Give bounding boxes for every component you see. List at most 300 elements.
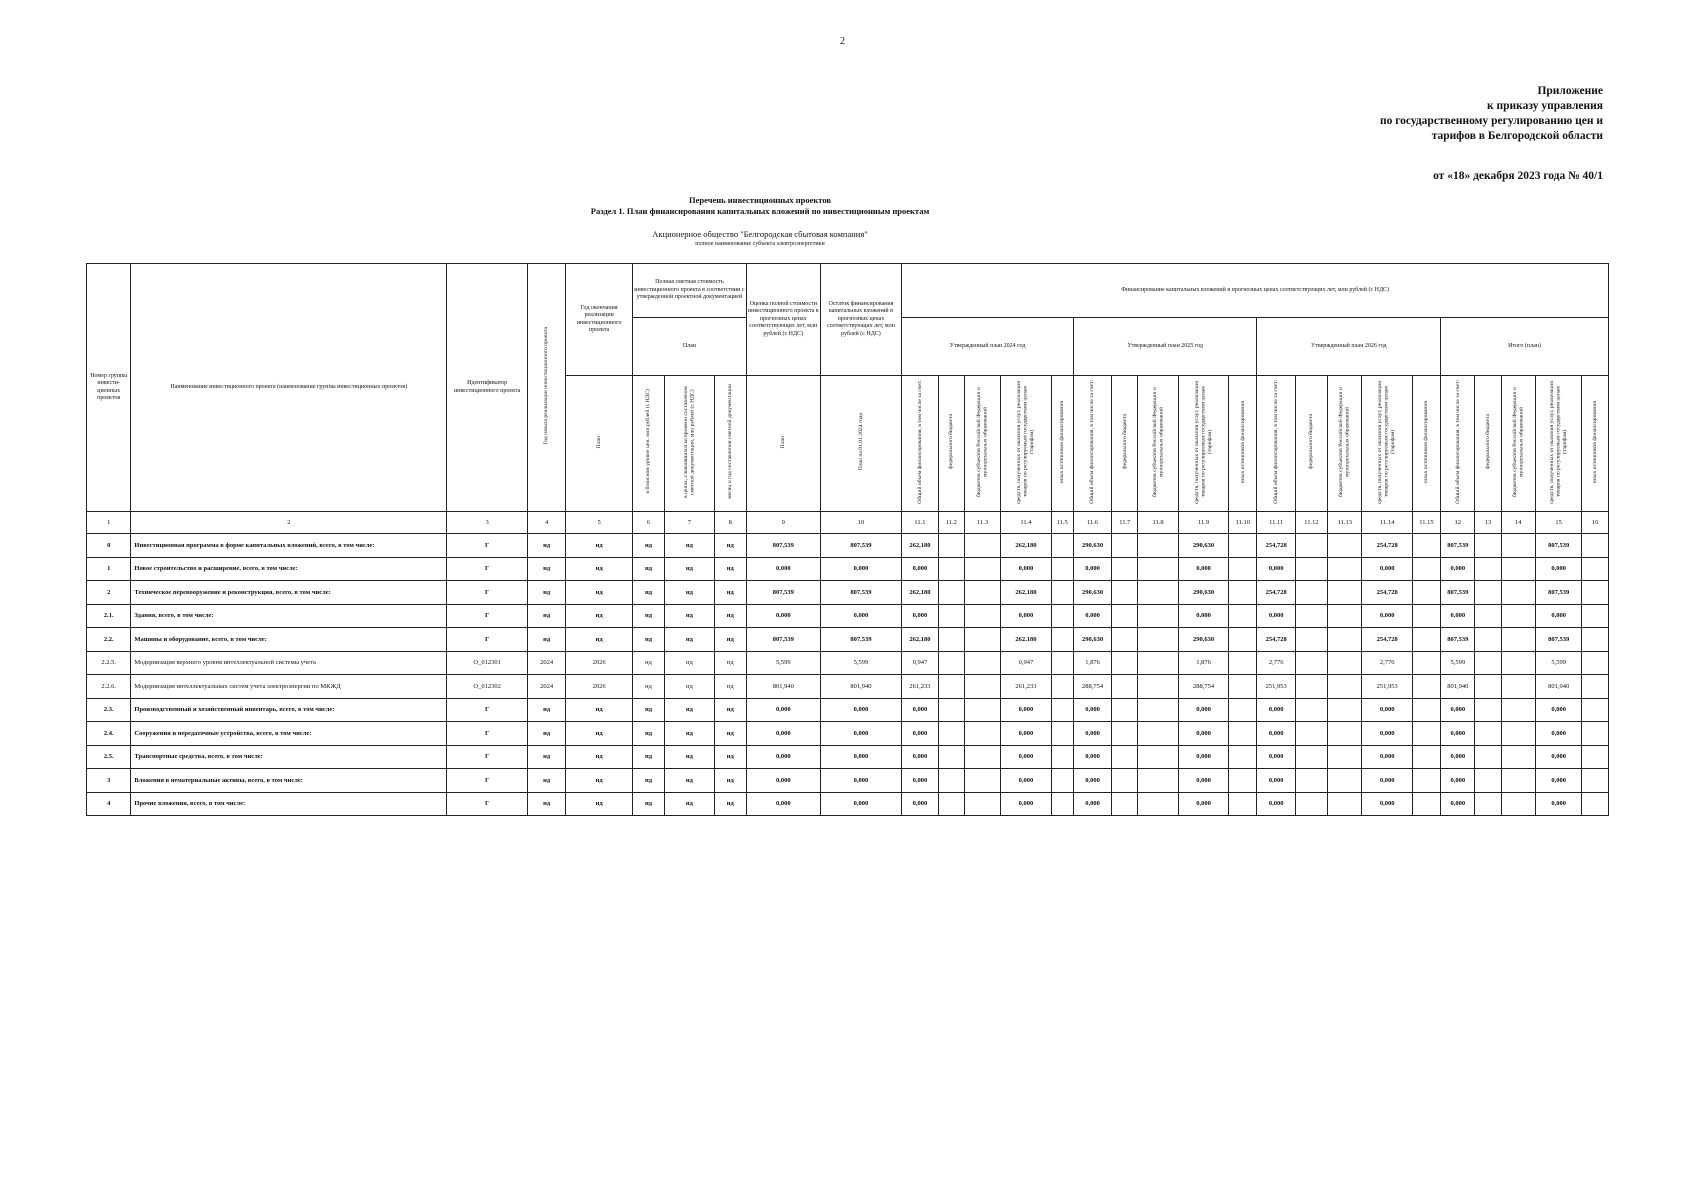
table-cell: 0,947 <box>1001 651 1051 675</box>
table-cell: 5,599 <box>1441 651 1475 675</box>
table-cell: нд <box>566 581 633 605</box>
header-estimate-plan <box>746 376 820 512</box>
header-full-cost: Полная сметная стоимость инвестиционного проекта в соответствии с утвержденной проектной документацией <box>632 264 746 318</box>
table-cell: нд <box>566 604 633 628</box>
table-row <box>87 534 1609 558</box>
table-cell <box>1229 604 1257 628</box>
table-cell <box>1475 792 1501 816</box>
table-cell: 2.2.6. <box>87 675 131 699</box>
table-cell: 0,000 <box>1362 769 1412 793</box>
table-cell <box>1412 792 1440 816</box>
column-number: 11.4 <box>1001 512 1051 534</box>
vt-cost-base: в базисном уровне цен, млн рублей (с НДС) <box>645 389 652 495</box>
table-cell: 0,000 <box>1441 745 1475 769</box>
table-row <box>87 792 1609 816</box>
table-cell: нд <box>665 698 714 722</box>
table-cell: нд <box>566 745 633 769</box>
table-cell: нд <box>714 792 746 816</box>
table-cell: нд <box>632 581 664 605</box>
table-cell: 2.1. <box>87 604 131 628</box>
header-financing: Финансирование капитальных вложений в прогнозных ценах соответствующих лет, млн рублей (с НДС) <box>902 264 1609 318</box>
table-cell: нд <box>665 581 714 605</box>
table-cell: 0,000 <box>1362 722 1412 746</box>
table-cell: нд <box>632 769 664 793</box>
table-row <box>87 745 1609 769</box>
table-cell: нд <box>665 557 714 581</box>
section-title: Раздел 1. План финансирования капитальных вложений по инвестиционным проектам <box>590 206 930 216</box>
header-financing-sub2 <box>1475 376 1501 512</box>
table-cell: нд <box>632 604 664 628</box>
table-cell <box>1229 769 1257 793</box>
table-cell <box>1582 557 1609 581</box>
table-cell: 5,599 <box>1535 651 1581 675</box>
order-date: от «18» декабря 2023 года № 40/1 <box>1433 170 1603 182</box>
column-number: 11.12 <box>1295 512 1327 534</box>
table-cell <box>1412 769 1440 793</box>
table-cell <box>1051 581 1073 605</box>
column-number: 11.13 <box>1328 512 1362 534</box>
annex-line-4: тарифов в Белгородской области <box>1431 130 1603 142</box>
table-cell <box>1295 557 1327 581</box>
table-row <box>87 675 1609 699</box>
table-cell <box>964 792 1000 816</box>
column-number: 11.6 <box>1073 512 1111 534</box>
table-cell <box>1501 792 1535 816</box>
table-cell: нд <box>527 557 565 581</box>
table-cell: 254,728 <box>1257 581 1295 605</box>
table-cell <box>1582 651 1609 675</box>
vt-sub2: федерального бюджета <box>1308 414 1315 470</box>
header-remainder-plan <box>820 376 902 512</box>
table-cell <box>964 534 1000 558</box>
header-cost-base <box>632 376 664 512</box>
table-cell: 0,000 <box>1001 604 1051 628</box>
table-cell <box>1112 675 1138 699</box>
table-cell <box>938 581 964 605</box>
column-number: 11.9 <box>1178 512 1228 534</box>
table-cell: нд <box>632 651 664 675</box>
table-cell <box>1295 604 1327 628</box>
table-cell <box>1328 722 1362 746</box>
table-cell <box>1112 792 1138 816</box>
vt-sub5: иных источников финансирования <box>1591 400 1598 483</box>
column-number: 10 <box>820 512 902 534</box>
table-cell <box>1475 651 1501 675</box>
table-cell: 0,000 <box>1257 698 1295 722</box>
table-cell <box>1295 698 1327 722</box>
table-cell <box>1112 769 1138 793</box>
table-cell <box>1475 769 1501 793</box>
table-cell: нд <box>566 792 633 816</box>
table-cell: 0,000 <box>1257 722 1295 746</box>
header-group-no: Номер группы инвести-ционных проектов <box>87 264 131 512</box>
table-cell: 0,000 <box>746 698 820 722</box>
table-cell <box>1112 557 1138 581</box>
table-cell <box>1328 675 1362 699</box>
project-name-cell: Техническое перевооружение и реконструкция, всего, в том числе: <box>131 581 447 605</box>
table-cell: 0,000 <box>1001 722 1051 746</box>
table-cell: 807,539 <box>820 581 902 605</box>
table-cell <box>1412 557 1440 581</box>
table-cell: 0,000 <box>1441 557 1475 581</box>
table-cell <box>1138 604 1178 628</box>
table-cell: 0 <box>87 534 131 558</box>
table-cell <box>1501 628 1535 652</box>
table-cell <box>1475 698 1501 722</box>
table-cell <box>938 698 964 722</box>
table-cell: нд <box>527 581 565 605</box>
table-cell <box>1582 745 1609 769</box>
table-cell <box>938 534 964 558</box>
column-number: 16 <box>1582 512 1609 534</box>
table-cell: 801,940 <box>1441 675 1475 699</box>
table-cell <box>964 604 1000 628</box>
table-cell <box>1328 651 1362 675</box>
project-name-cell: Производственный и хозяйственный инвентарь, всего, в том числе: <box>131 698 447 722</box>
table-cell <box>1051 769 1073 793</box>
table-cell: нд <box>714 722 746 746</box>
table-cell: 801,940 <box>746 675 820 699</box>
table-cell <box>1328 628 1362 652</box>
table-cell: 0,000 <box>1362 698 1412 722</box>
table-cell: нд <box>665 534 714 558</box>
column-number: 11.14 <box>1362 512 1412 534</box>
header-year-start <box>527 264 565 512</box>
vt-remainder-plan: План на 01.01.2024 года <box>857 413 864 471</box>
table-cell: 0,000 <box>1178 792 1228 816</box>
table-cell: 0,000 <box>1441 792 1475 816</box>
header-plan-2026: Утвержденный план 2026 год <box>1257 318 1441 376</box>
header-cost-current <box>665 376 714 512</box>
table-cell: 0,000 <box>820 722 902 746</box>
table-cell <box>1138 651 1178 675</box>
header-year-start-text: Год начала реализации инвестиционного проекта <box>543 327 550 445</box>
table-cell: 0,000 <box>1441 722 1475 746</box>
document-titles <box>560 195 960 217</box>
table-cell <box>1295 628 1327 652</box>
table-cell: 0,000 <box>902 698 938 722</box>
vt-sub3: бюджетов субъектов Российской Федерации и муниципальных образований <box>1511 386 1525 497</box>
table-cell: 262,180 <box>1001 581 1051 605</box>
table-cell <box>1112 628 1138 652</box>
column-number: 11.8 <box>1138 512 1178 534</box>
table-cell: Г <box>447 557 528 581</box>
table-cell: нд <box>566 534 633 558</box>
table-cell: 0,000 <box>820 769 902 793</box>
table-cell <box>1475 745 1501 769</box>
table-cell: 2024 <box>527 651 565 675</box>
table-cell: 0,000 <box>1001 745 1051 769</box>
table-cell: 2.2. <box>87 628 131 652</box>
header-financing-sub2 <box>1295 376 1327 512</box>
table-cell <box>1295 745 1327 769</box>
table-cell: 251,953 <box>1362 675 1412 699</box>
table-cell: 0,000 <box>1362 557 1412 581</box>
table-cell: 0,000 <box>1073 604 1111 628</box>
table-cell: 0,000 <box>902 722 938 746</box>
table-cell <box>938 792 964 816</box>
header-plan-2025: Утвержденный план 2025 год <box>1073 318 1257 376</box>
project-name-cell: Модернизация интеллектуальных систем учета электроэнергии по МКЖД <box>131 675 447 699</box>
table-cell: 2.2.5. <box>87 651 131 675</box>
table-cell: нд <box>527 534 565 558</box>
table-cell <box>938 769 964 793</box>
table-cell <box>1582 581 1609 605</box>
vt-sub4: средств, полученных от оказания услуг, реализации товаров по регулируемым государством ценам (тарифам) <box>1377 380 1397 504</box>
table-cell: 0,000 <box>820 557 902 581</box>
table-cell: нд <box>527 745 565 769</box>
table-cell: 0,000 <box>1001 698 1051 722</box>
vt-sub1: Общий объем финансирования, в том числе за счет: <box>1272 379 1279 504</box>
table-cell <box>1295 651 1327 675</box>
table-cell <box>1051 745 1073 769</box>
table-cell <box>1412 745 1440 769</box>
table-cell: 807,539 <box>1535 581 1581 605</box>
table-cell: 807,539 <box>746 628 820 652</box>
header-plan-2024: Утвержденный план 2024 год <box>902 318 1074 376</box>
vt-cost-year: месяц и год составления сметной документации <box>727 384 734 500</box>
table-cell: 0,000 <box>1073 769 1111 793</box>
table-cell <box>938 604 964 628</box>
table-cell: 0,000 <box>1001 769 1051 793</box>
table-cell <box>1475 722 1501 746</box>
vt-sub4: средств, полученных от оказания услуг, реализации товаров по регулируемым государством ценам (тарифам) <box>1016 380 1036 504</box>
table-cell <box>1582 534 1609 558</box>
table-cell: нд <box>566 769 633 793</box>
table-cell <box>1295 792 1327 816</box>
table-cell: 807,539 <box>1441 534 1475 558</box>
table-cell: 0,000 <box>820 604 902 628</box>
table-cell <box>1328 792 1362 816</box>
table-cell <box>1112 604 1138 628</box>
table-cell <box>1475 604 1501 628</box>
table-cell <box>964 651 1000 675</box>
table-cell: О_012301 <box>447 651 528 675</box>
table-cell <box>1229 745 1257 769</box>
table-cell: 807,539 <box>820 628 902 652</box>
annex-title: Приложение <box>1537 85 1603 97</box>
column-number: 1 <box>87 512 131 534</box>
column-number: 11.3 <box>964 512 1000 534</box>
table-cell <box>1051 722 1073 746</box>
table-cell <box>964 675 1000 699</box>
table-row <box>87 769 1609 793</box>
table-cell <box>1138 534 1178 558</box>
table-cell: 2.3. <box>87 698 131 722</box>
table-cell: 1 <box>87 557 131 581</box>
table-cell: 3 <box>87 769 131 793</box>
table-cell <box>1229 792 1257 816</box>
table-cell: нд <box>665 628 714 652</box>
table-cell <box>1112 534 1138 558</box>
table-cell: 0,000 <box>902 792 938 816</box>
table-cell: нд <box>566 722 633 746</box>
header-financing-sub4 <box>1178 376 1228 512</box>
table-cell: 0,000 <box>1535 698 1581 722</box>
table-cell: нд <box>714 628 746 652</box>
table-cell: нд <box>527 604 565 628</box>
table-cell: нд <box>714 581 746 605</box>
table-cell: 0,000 <box>746 769 820 793</box>
project-name-cell: Модернизация верхнего уровня интеллектуальной системы учета <box>131 651 447 675</box>
header-estimate: Оценка полной стоимости инвестиционного проекта в прогнозных ценах соответствующих лет, млн рублей (с НДС) <box>746 264 820 376</box>
vt-plan: План <box>595 435 602 448</box>
table-cell: 0,000 <box>902 604 938 628</box>
table-cell: 0,000 <box>820 698 902 722</box>
table-cell <box>964 628 1000 652</box>
table-cell: нд <box>665 745 714 769</box>
table-cell: 2026 <box>566 675 633 699</box>
table-cell: 0,000 <box>1535 722 1581 746</box>
column-number: 9 <box>746 512 820 534</box>
table-cell <box>1582 628 1609 652</box>
header-cost-year <box>714 376 746 512</box>
table-cell <box>1229 698 1257 722</box>
vt-sub1: Общий объем финансирования, в том числе за счет: <box>1089 379 1096 504</box>
table-cell: нд <box>566 698 633 722</box>
table-cell <box>1138 722 1178 746</box>
header-financing-sub3 <box>1138 376 1178 512</box>
column-number: 13 <box>1475 512 1501 534</box>
table-cell <box>1412 675 1440 699</box>
column-number: 12 <box>1441 512 1475 534</box>
table-cell: Г <box>447 769 528 793</box>
table-cell: нд <box>714 651 746 675</box>
table-cell <box>1501 604 1535 628</box>
company-note: полное наименование субъекта электроэнергетики <box>695 241 825 247</box>
column-number: 3 <box>447 512 528 534</box>
table-cell <box>1295 534 1327 558</box>
table-cell: 807,539 <box>1441 628 1475 652</box>
column-number: 2 <box>131 512 447 534</box>
table-cell: 0,000 <box>1535 745 1581 769</box>
table-cell: 2.5. <box>87 745 131 769</box>
table-cell: 801,940 <box>820 675 902 699</box>
table-cell <box>1138 792 1178 816</box>
table-cell <box>1412 698 1440 722</box>
table-cell: 807,539 <box>820 534 902 558</box>
table-cell <box>1328 745 1362 769</box>
table-cell: 0,000 <box>902 745 938 769</box>
column-number: 11.5 <box>1051 512 1073 534</box>
table-cell: нд <box>632 628 664 652</box>
table-cell: 2,776 <box>1257 651 1295 675</box>
table-cell: 807,539 <box>746 581 820 605</box>
table-cell: 254,728 <box>1362 534 1412 558</box>
table-cell: 254,728 <box>1257 534 1295 558</box>
table-cell <box>938 745 964 769</box>
table-cell: 290,630 <box>1073 581 1111 605</box>
table-cell <box>1295 769 1327 793</box>
vt-estimate-plan: План <box>780 435 786 448</box>
table-cell: 0,000 <box>1178 604 1228 628</box>
table-cell: 0,000 <box>1441 698 1475 722</box>
table-cell <box>1328 534 1362 558</box>
header-year-end: Год окончания реализации инвестиционного проекта <box>566 264 633 376</box>
table-cell: 0,000 <box>1362 745 1412 769</box>
table-cell: 0,000 <box>1257 604 1295 628</box>
vt-sub5: иных источников финансирования <box>1059 400 1065 483</box>
table-cell <box>1229 675 1257 699</box>
table-cell <box>1051 604 1073 628</box>
vt-sub3: бюджетов субъектов Российской Федерации и муниципальных образований <box>1151 386 1165 497</box>
vt-sub1: Общий объем финансирования, в том числе за счет: <box>916 379 923 504</box>
table-cell: нд <box>632 698 664 722</box>
table-cell: 0,000 <box>1535 769 1581 793</box>
table-row <box>87 628 1609 652</box>
table-cell: 0,000 <box>1178 698 1228 722</box>
table-cell <box>1229 581 1257 605</box>
table-cell: 2026 <box>566 651 633 675</box>
table-cell <box>1229 628 1257 652</box>
table-cell: 807,539 <box>746 534 820 558</box>
table-cell: 290,630 <box>1073 534 1111 558</box>
column-number: 8 <box>714 512 746 534</box>
vt-sub5: иных источников финансирования <box>1239 400 1246 483</box>
table-cell: 0,000 <box>820 792 902 816</box>
table-cell: 2024 <box>527 675 565 699</box>
table-cell: нд <box>665 722 714 746</box>
table-cell: нд <box>665 769 714 793</box>
table-cell: нд <box>665 792 714 816</box>
table-cell: нд <box>632 557 664 581</box>
header-financing-sub5 <box>1051 376 1073 512</box>
table-cell <box>1051 792 1073 816</box>
table-cell <box>1229 722 1257 746</box>
table-cell <box>1475 628 1501 652</box>
table-cell <box>1412 628 1440 652</box>
header-financing-sub1 <box>902 376 938 512</box>
table-cell: нд <box>665 604 714 628</box>
column-number-row <box>87 512 1609 534</box>
table-cell <box>1295 675 1327 699</box>
table-cell <box>1229 651 1257 675</box>
table-row <box>87 722 1609 746</box>
table-cell <box>1475 581 1501 605</box>
header-financing-sub1 <box>1073 376 1111 512</box>
table-cell: 262,180 <box>1001 534 1051 558</box>
table-row <box>87 581 1609 605</box>
vt-sub5: иных источников финансирования <box>1423 400 1430 483</box>
page-number: 2 <box>840 36 845 47</box>
table-cell: 288,754 <box>1073 675 1111 699</box>
table-cell: 0,000 <box>746 722 820 746</box>
table-cell: Г <box>447 628 528 652</box>
table-cell: 0,000 <box>1178 769 1228 793</box>
table-cell: 290,630 <box>1073 628 1111 652</box>
table-cell <box>1051 698 1073 722</box>
column-number: 11.2 <box>938 512 964 534</box>
table-cell: 0,000 <box>1073 792 1111 816</box>
table-cell <box>964 698 1000 722</box>
table-cell: 807,539 <box>1535 534 1581 558</box>
table-cell <box>1412 581 1440 605</box>
table-cell: 4 <box>87 792 131 816</box>
table-cell <box>964 769 1000 793</box>
table-cell <box>1328 769 1362 793</box>
column-number: 5 <box>566 512 633 534</box>
table-cell: 261,233 <box>1001 675 1051 699</box>
table-cell: 1,876 <box>1073 651 1111 675</box>
table-cell: 0,000 <box>1362 792 1412 816</box>
column-number: 11.15 <box>1412 512 1440 534</box>
table-cell: 0,000 <box>746 557 820 581</box>
header-financing-sub4 <box>1362 376 1412 512</box>
header-financing-sub1 <box>1257 376 1295 512</box>
table-cell: 288,754 <box>1178 675 1228 699</box>
table-cell <box>1475 534 1501 558</box>
table-cell <box>1112 722 1138 746</box>
